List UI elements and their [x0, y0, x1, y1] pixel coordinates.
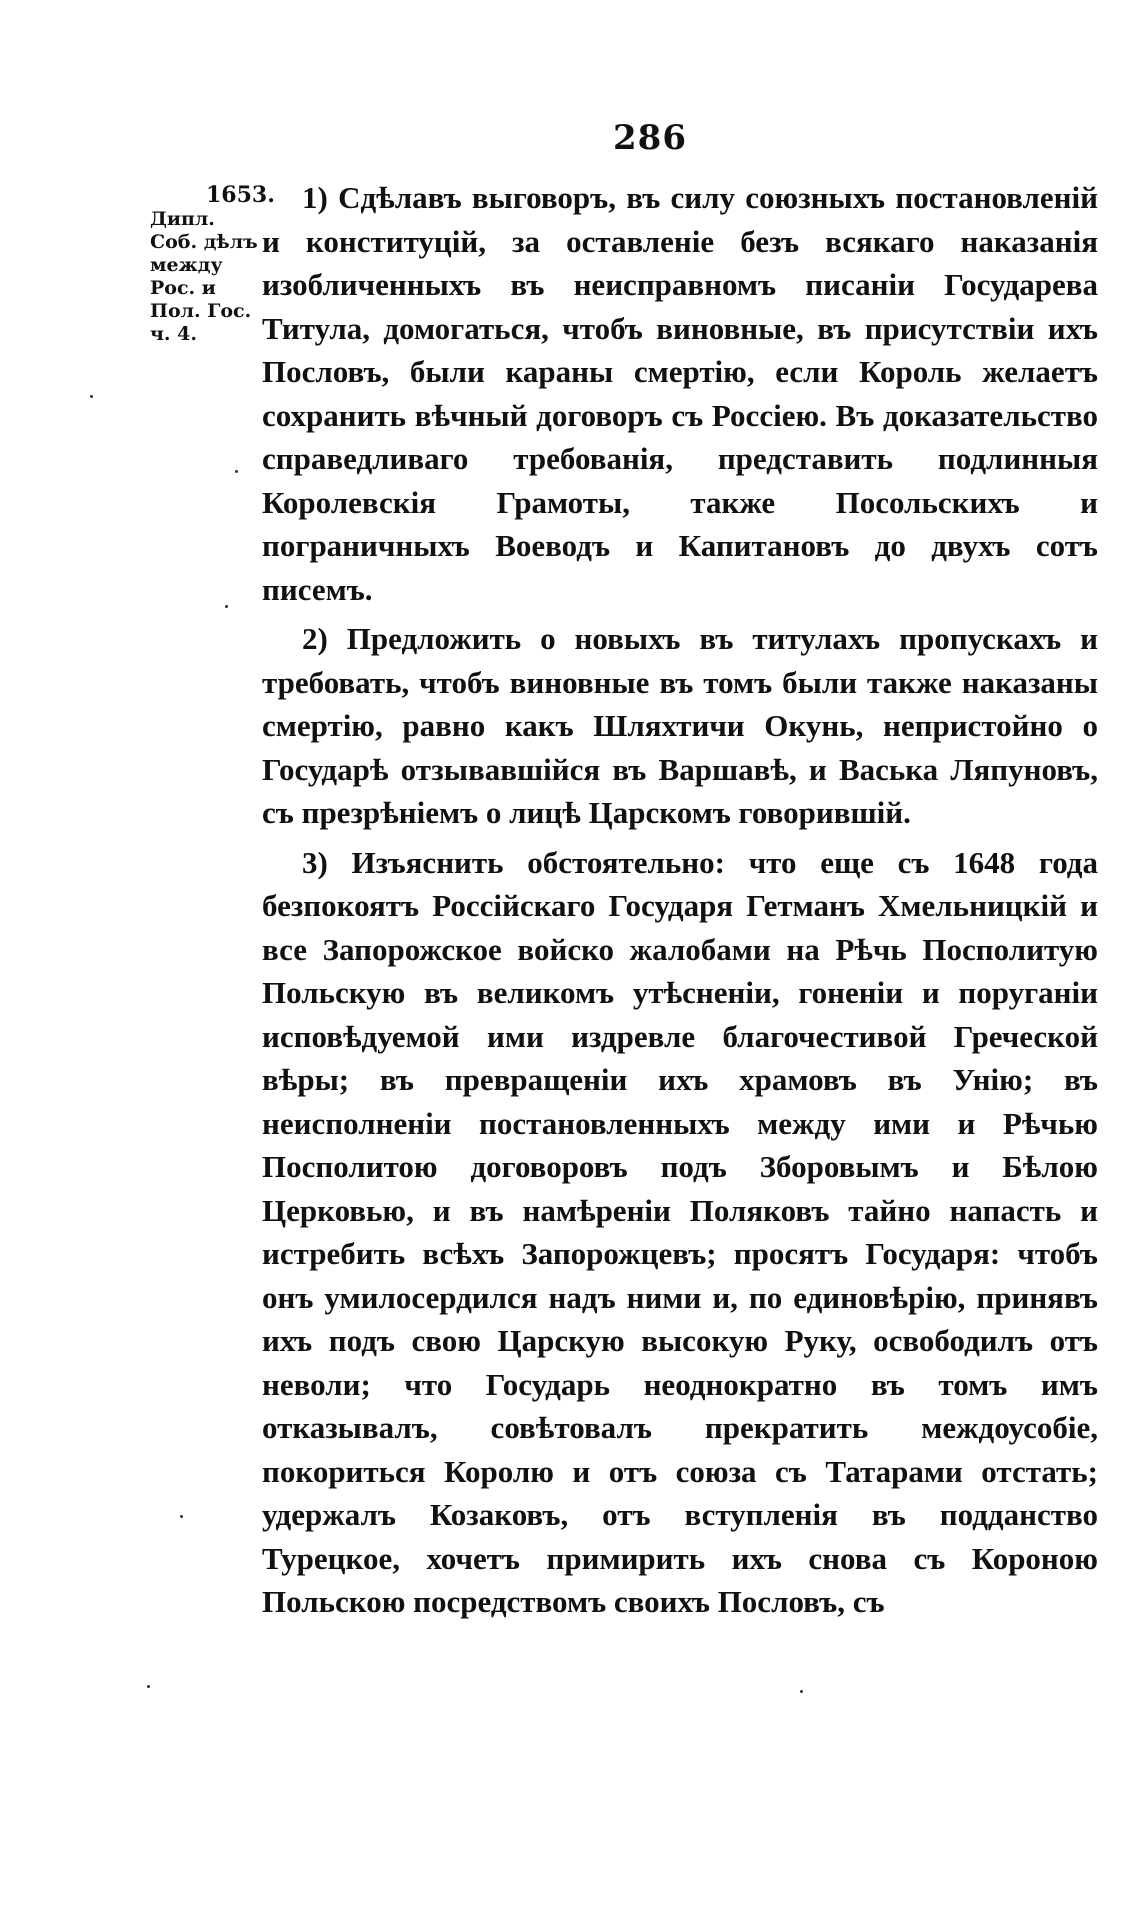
scan-speck — [800, 1690, 803, 1693]
scan-speck — [235, 470, 238, 473]
body-text — [262, 176, 1098, 1624]
paragraph-3: 3) Изъяснить обстоятельно: что еще съ 1648 года безпокоятъ Россійскаго Государя Гетманъ Хмельницкій и все Запорожское войско жалобами на Рѣчь Посполитую Польскую въ великомъ утѣсненіи, гоненіи и поруганіи исповѣдуемой ими издревле благочестивой Греческой вѣры; въ превращеніи ихъ храмовъ въ Унію; въ неисполненіи постановленныхъ между ими и Рѣчью Посполитою договоровъ подъ Зборовымъ и Бѣлою Церковью, и въ намѣреніи Поляковъ тайно напасть и истребить всѣхъ Запорожцевъ; просятъ Государя: чтобъ онъ умилосердился надъ ними и, по единовѣрію, принявъ ихъ подъ свою Царскую высокую Руку, освободилъ отъ неволи; что Государь неоднократно въ томъ имъ отказывалъ, совѣтовалъ прекратить междоусобіе, покориться Королю и отъ союза съ Татарами отстать; удержалъ Козаковъ, отъ вступленія въ подданство Турецкое, хочетъ примирить ихъ снова съ Короною Польскою посредствомъ своихъ Пословъ, съ — [262, 844, 1098, 1619]
page-number: 286 — [613, 118, 687, 158]
scan-speck — [225, 605, 228, 608]
margin-note — [150, 182, 275, 346]
margin-note-line: Пол. Гос. — [150, 300, 252, 322]
margin-note-line: ч. 4. — [150, 323, 197, 345]
scan-speck — [180, 1515, 183, 1518]
margin-note-line: между — [150, 254, 223, 276]
margin-note-line: Соб. дѣлъ — [150, 231, 258, 253]
paragraph-2: 2) Предложить о новыхъ въ титулахъ пропускахъ и требовать, чтобъ виновные въ томъ были также наказаны смертію, равно какъ Шляхтичи Окунь, непристойно о Государѣ отзывавшійся въ Варшавѣ, и Васька Ляпуновъ, съ презрѣніемъ о лицѣ Царскомъ говорившій. — [262, 621, 1098, 830]
margin-note-line: Рос. и — [150, 277, 216, 299]
paragraph-1: 1) Сдѣлавъ выговоръ, въ силу союзныхъ постановленій и конституцій, за оставленіе безъ всякаго наказанія изобличенныхъ въ неисправномъ писаніи Государева Титула, домогаться, чтобъ виновные, въ присутствіи ихъ Пословъ, были караны смертію, если Король желаетъ сохранить вѣчный договоръ съ Россіею. Въ доказательство справедливаго требованія, представить подлинныя Королевскія Грамоты, также Посольскихъ и пограничныхъ Воеводъ и Капитановъ до двухъ сотъ писемъ. — [262, 180, 1098, 607]
scan-speck — [147, 1685, 150, 1688]
margin-note-line: Дипл. — [150, 208, 215, 230]
scan-speck — [90, 395, 93, 398]
margin-note-year: 1653. — [206, 182, 275, 208]
